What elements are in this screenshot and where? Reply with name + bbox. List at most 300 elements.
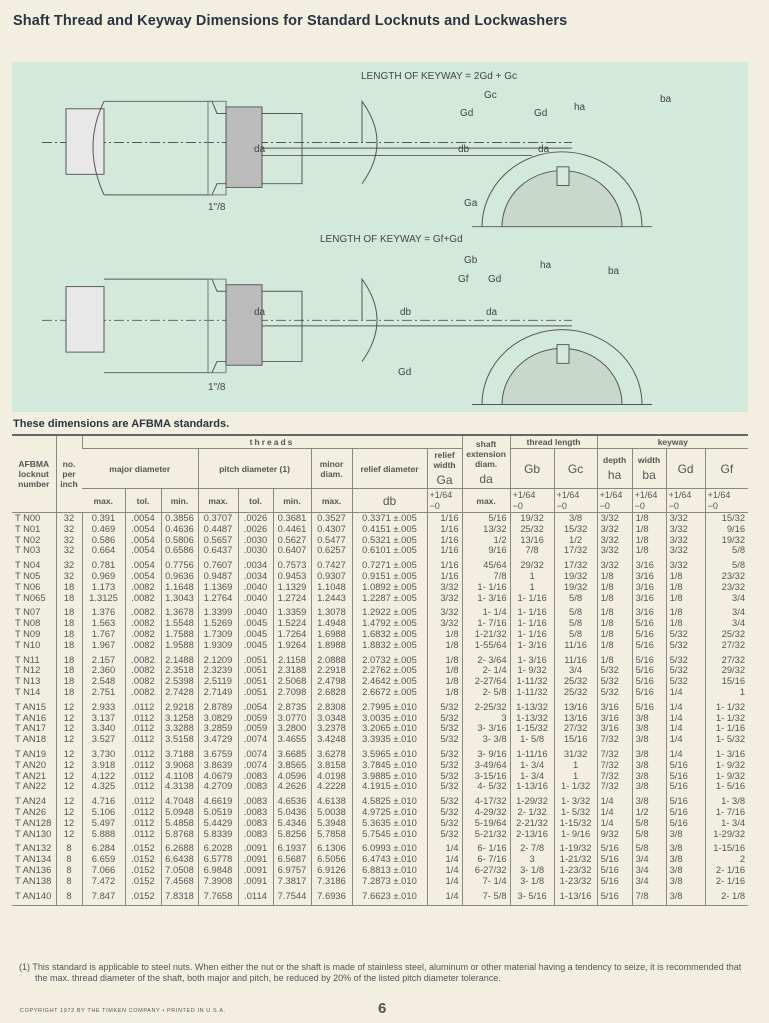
cell-gb: 1-29/32 [510,796,554,807]
cell-gf: 9/16 [705,524,748,535]
cell-minor-max: 2.8308 [311,702,352,713]
cell-major-max: 6.284 [82,843,125,854]
cell-major-min: 1.3043 [161,593,198,604]
cell-no-per-inch: 8 [56,843,82,854]
cell-relief-width: 5/32 [427,818,462,829]
table-row [12,665,748,676]
cell-gb: 1 [510,571,554,582]
cell-pitch-min: 7.3817 [273,876,311,887]
table-row [12,713,748,724]
label-gd-left: Gd [460,108,474,119]
cell-ba: 1/8 [632,545,666,556]
cell-ba: 3/4 [632,876,666,887]
table-row [12,676,748,687]
table-row [12,760,748,771]
cell-locknut: T N04 [15,560,41,571]
cell-relief-width: 5/32 [427,807,462,818]
cell-ba: 1/8 [632,524,666,535]
cell-relief-diameter: 4.9725 ±.010 [352,807,427,818]
cell-gc: 11/16 [554,655,597,666]
cell-pitch-max: 4.0679 [198,771,238,782]
cell-relief-width: 3/32 [427,593,462,604]
cell-pitch-min: 1.2724 [273,593,311,604]
cell-pitch-tol: .0040 [238,582,273,593]
cell-ba: 5/8 [632,829,666,840]
cell-major-tol: .0054 [125,545,161,556]
cell-shaft-ext: 1- 1/4 [462,607,510,618]
cell-minor-max: 0.4307 [311,524,352,535]
cell-pitch-max: 2.8789 [198,702,238,713]
cell-ba: 5/16 [632,687,666,698]
cell-relief-width: 5/32 [427,723,462,734]
cell-pitch-tol: .0034 [238,571,273,582]
col-shaft-max: max. [462,489,510,513]
cell-gf: 1- 9/32 [705,771,748,782]
cell-gf: 1 [705,687,748,698]
tol-minus: −0 [634,500,645,511]
cell-locknut: T N03 [15,545,41,556]
cell-major-min: 6.2688 [161,843,198,854]
cell-gc: 1-19/32 [554,843,597,854]
table-body [12,513,748,906]
cell-ha: 3/16 [597,702,632,713]
cell-relief-width: 5/32 [427,796,462,807]
cell-ha: 1/8 [597,640,632,651]
cell-gf: 3/4 [705,618,748,629]
cell-major-min: 3.3288 [161,723,198,734]
cell-gd: 3/32 [666,535,705,546]
cell-gd: 5/16 [666,796,705,807]
cell-gc: 13/16 [554,713,597,724]
cell-relief-width: 3/32 [427,582,462,593]
cell-gd: 5/32 [666,629,705,640]
cell-gf: 23/32 [705,571,748,582]
cell-locknut: T N11 [15,654,40,665]
tol-minus: −0 [599,500,610,511]
cell-shaft-ext: 5-19/64 [462,818,510,829]
cell-major-tol: .0082 [125,676,161,687]
cell-no-per-inch: 18 [56,618,82,629]
cell-no-per-inch: 32 [56,535,82,546]
cell-major-min: 1.5548 [161,618,198,629]
cell-pitch-tol: .0040 [238,593,273,604]
tol-gc [554,489,597,513]
cell-relief-width: 5/32 [427,702,462,713]
label-gf: Gf [458,274,469,285]
cell-pitch-min: 7.7544 [273,891,311,906]
cell-gd: 3/32 [666,524,705,535]
cell-gb: 13/16 [510,535,554,546]
cell-relief-diameter: 0.5321 ±.005 [352,535,427,546]
tol-minus: −0 [512,500,523,511]
cell-no-per-inch: 12 [56,734,82,745]
cell-pitch-min: 6.1937 [273,843,311,854]
cell-gc: 19/32 [554,571,597,582]
shaft-ext-label: shaft extension diam. [466,438,506,469]
cell-relief-width: 1/16 [427,524,462,535]
cell-pitch-tol: .0091 [238,876,273,887]
cell-major-tol: .0152 [125,843,161,854]
cell-major-tol: .0082 [125,582,161,593]
cell-major-tol: .0082 [125,593,161,604]
col-pitch-max: max. [198,489,238,513]
cell-gd: 3/8 [666,865,705,876]
cell-gf: 5/8 [705,545,748,556]
cell-major-min: 3.9068 [161,760,198,771]
cell-pitch-min: 1.7264 [273,629,311,640]
cell-locknut: T AN138 [15,875,52,886]
label-eighth-bottom: 1"/8 [208,382,226,393]
cell-gd: 3/8 [666,854,705,865]
cell-gd: 1/8 [666,582,705,593]
cell-pitch-tol: .0051 [238,676,273,687]
cell-major-max: 7.066 [82,865,125,876]
cell-major-max: 2.157 [82,655,125,666]
cell-relief-width: 5/32 [427,713,462,724]
cell-relief-diameter: 4.1915 ±.010 [352,781,427,792]
cell-relief-diameter: 6.8813 ±.010 [352,865,427,876]
col-minor-diam: minor diam. [311,449,352,489]
cell-gc: 31/32 [554,749,597,760]
cell-pitch-tol: .0114 [238,891,273,906]
cell-major-max: 5.497 [82,818,125,829]
cell-ha: 9/32 [597,829,632,840]
cell-shaft-ext: 6-27/32 [462,865,510,876]
cell-ba: 3/8 [632,713,666,724]
cell-shaft-ext: 6- 7/16 [462,854,510,865]
cell-gd: 3/32 [666,545,705,556]
cell-ba: 5/16 [632,655,666,666]
cell-no-per-inch: 12 [56,760,82,771]
cell-ha: 1/8 [597,571,632,582]
cell-gc: 1- 3/32 [554,796,597,807]
cell-major-max: 2.548 [82,676,125,687]
cell-ha: 5/32 [597,665,632,676]
cell-gd: 1/4 [666,702,705,713]
cell-major-max: 2.360 [82,665,125,676]
cell-pitch-max: 1.9309 [198,640,238,651]
table-row [12,734,748,745]
cell-gd: 1/4 [666,687,705,698]
cell-gb: 25/32 [510,524,554,535]
col-pitch-min: min. [273,489,311,513]
cell-gc: 25/32 [554,687,597,698]
cell-ba: 5/16 [632,640,666,651]
cell-relief-diameter: 6.0993 ±.010 [352,843,427,854]
cell-relief-width: 1/16 [427,560,462,571]
cell-pitch-min: 2.7098 [273,687,311,698]
cell-minor-max: 0.5477 [311,535,352,546]
cell-gf: 19/32 [705,535,748,546]
label-eighth: 1"/8 [208,202,226,213]
cell-gc: 1- 1/32 [554,781,597,792]
cell-gd: 3/32 [666,560,705,571]
cell-pitch-min: 0.9453 [273,571,311,582]
cell-no-per-inch: 18 [56,582,82,593]
cell-pitch-max: 3.2859 [198,723,238,734]
cell-relief-width: 5/32 [427,829,462,840]
cell-gf: 15/32 [705,513,748,524]
cell-gd: 5/32 [666,676,705,687]
cell-pitch-min: 0.6407 [273,545,311,556]
cell-major-tol: .0082 [125,607,161,618]
cell-pitch-max: 1.5269 [198,618,238,629]
col-pitch-diameter: pitch diameter (1) [198,449,311,489]
cell-gd: 1/4 [666,749,705,760]
cell-gc: 19/32 [554,582,597,593]
cell-ba: 3/8 [632,781,666,792]
cell-ha: 7/32 [597,781,632,792]
table-row [12,723,748,734]
cell-major-tol: .0152 [125,854,161,865]
cell-gb: 1- 1/16 [510,607,554,618]
cell-locknut: T AN15 [15,701,47,712]
cell-major-min: 3.7188 [161,749,198,760]
cell-pitch-tol: .0026 [238,513,273,524]
cell-major-min: 5.4858 [161,818,198,829]
cell-gd: 5/16 [666,818,705,829]
tol-plus: +1/64 [512,490,536,500]
cell-minor-max: 2.2918 [311,665,352,676]
cell-gd: 3/8 [666,843,705,854]
tol-plus: +1/64 [668,490,692,500]
cell-major-min: 0.4636 [161,524,198,535]
cell-pitch-max: 7.7658 [198,891,238,906]
shaft-diagram [12,62,748,412]
label-db-bottom: db [400,307,412,318]
cell-pitch-max: 3.4729 [198,734,238,745]
cell-minor-max: 1.3078 [311,607,352,618]
cell-major-max: 3.730 [82,749,125,760]
cell-ba: 3/8 [632,771,666,782]
cell-shaft-ext: 1-55/64 [462,640,510,651]
cell-pitch-tol: .0083 [238,807,273,818]
cell-locknut: T AN140 [12,891,56,906]
cell-no-per-inch: 32 [56,545,82,556]
cell-relief-diameter: 2.6672 ±.005 [352,687,427,698]
cell-pitch-tol: .0051 [238,665,273,676]
cell-ha: 1/4 [597,818,632,829]
table-row [12,571,748,582]
cell-shaft-ext: 4- 5/32 [462,781,510,792]
cell-shaft-ext: 13/32 [462,524,510,535]
cell-gc: 13/16 [554,702,597,713]
cell-ha: 3/32 [597,560,632,571]
cell-minor-max: 0.6257 [311,545,352,556]
cell-shaft-ext: 6- 1/16 [462,843,510,854]
cell-major-min: 7.0508 [161,865,198,876]
table-row [12,545,748,556]
cell-gc: 1- 9/16 [554,829,597,840]
tol-plus: +1/64 [634,490,658,500]
cell-pitch-min: 4.0596 [273,771,311,782]
table-row [12,513,748,524]
cell-major-max: 0.664 [82,545,125,556]
col-minor-max: max. [311,489,352,513]
cell-pitch-tol: .0091 [238,843,273,854]
cell-locknut: T N09 [15,628,41,639]
cell-pitch-min: 6.9757 [273,865,311,876]
cell-locknut: T N05 [15,570,41,581]
cell-gb: 3 [510,854,554,865]
cell-shaft-ext: 3- 3/8 [462,734,510,745]
sym-gf: Gf [705,449,748,489]
cell-ha: 3/32 [597,524,632,535]
cell-relief-width: 1/4 [427,865,462,876]
cell-major-max: 5.888 [82,829,125,840]
cell-ha: 7/32 [597,734,632,745]
cell-relief-diameter: 5.3635 ±.010 [352,818,427,829]
cell-minor-max: 0.7427 [311,560,352,571]
tol-gf [705,489,748,513]
cell-pitch-min: 3.8565 [273,760,311,771]
table-row [12,865,748,876]
label-da-bottom-2: da [254,307,266,318]
cell-no-per-inch: 12 [56,702,82,713]
cell-gc: 15/16 [554,734,597,745]
cell-gb: 29/32 [510,560,554,571]
cell-ha: 1/8 [597,655,632,666]
cell-gf: 2 [705,854,748,865]
cell-ba: 7/8 [632,891,666,906]
cell-major-min: 2.9218 [161,702,198,713]
table-row [12,629,748,640]
tol-plus: +1/64 [599,490,623,500]
label-db: db [458,144,470,155]
cell-major-max: 7.472 [82,876,125,887]
cell-relief-diameter: 7.2873 ±.010 [352,876,427,887]
cell-shaft-ext: 9/16 [462,545,510,556]
table-row [12,781,748,792]
cell-pitch-tol: .0030 [238,545,273,556]
cell-gf: 29/32 [705,665,748,676]
cell-gb: 1-11/32 [510,687,554,698]
cell-pitch-max: 0.4487 [198,524,238,535]
cell-pitch-tol: .0045 [238,640,273,651]
cell-gb: 1-13/32 [510,713,554,724]
cell-gb: 1-11/32 [510,676,554,687]
cell-gf: 1- 3/4 [705,818,748,829]
cell-gc: 5/8 [554,629,597,640]
table-row [12,854,748,865]
cell-major-min: 1.3678 [161,607,198,618]
cell-gb: 1-11/16 [510,749,554,760]
label-gd-bottom: Gd [488,274,502,285]
cell-shaft-ext: 2- 5/8 [462,687,510,698]
cell-gb: 1-15/32 [510,723,554,734]
cell-gc: 5/8 [554,618,597,629]
cell-ha: 1/8 [597,593,632,604]
cell-pitch-tol: .0026 [238,524,273,535]
cell-major-max: 2.933 [82,702,125,713]
cell-pitch-max: 0.3707 [198,513,238,524]
cell-major-min: 1.7588 [161,629,198,640]
table-row [12,796,748,807]
cell-no-per-inch: 32 [56,524,82,535]
table-row [12,749,748,760]
cell-relief-diameter: 1.2922 ±.005 [352,607,427,618]
col-afbma: AFBMA locknut number [12,435,56,513]
tol-ga [427,489,462,513]
cell-gd: 5/32 [666,640,705,651]
cell-pitch-tol: .0054 [238,702,273,713]
sym-da: da [479,471,493,486]
table-row [12,582,748,593]
cell-pitch-min: 2.3188 [273,665,311,676]
cell-relief-diameter: 1.6832 ±.005 [352,629,427,640]
cell-gd: 5/32 [666,665,705,676]
cell-gb: 1- 9/32 [510,665,554,676]
width-label: width [637,455,661,465]
cell-major-max: 3.527 [82,734,125,745]
cell-pitch-max: 2.5119 [198,676,238,687]
depth-label: depth [603,455,627,465]
cell-relief-width: 5/32 [427,749,462,760]
cell-gd: 5/16 [666,771,705,782]
cell-ba: 3/16 [632,582,666,593]
col-major-diameter: major diameter [82,449,198,489]
top-keyway-formula: LENGTH OF KEYWAY = 2Gd + Gc [361,71,517,82]
cell-minor-max: 2.0888 [311,655,352,666]
cell-ha: 3/32 [597,545,632,556]
table-row [12,535,748,546]
cell-gd: 1/8 [666,618,705,629]
cell-pitch-tol: .0059 [238,723,273,734]
cell-pitch-min: 2.8735 [273,702,311,713]
sym-db: db [352,489,427,513]
cell-pitch-tol: .0034 [238,560,273,571]
cell-pitch-max: 0.5657 [198,535,238,546]
cell-gb: 2-13/16 [510,829,554,840]
cell-relief-width: 1/16 [427,571,462,582]
col-depth [597,449,632,489]
cell-relief-width: 3/32 [427,618,462,629]
cell-shaft-ext: 2- 1/4 [462,665,510,676]
cell-ha: 1/8 [597,618,632,629]
cell-relief-diameter: 3.3935 ±.010 [352,734,427,745]
cell-gd: 1/8 [666,571,705,582]
cell-shaft-ext: 4-17/32 [462,796,510,807]
cell-pitch-max: 1.2764 [198,593,238,604]
tol-gd [666,489,705,513]
cell-major-max: 0.586 [82,535,125,546]
cell-pitch-tol: .0045 [238,618,273,629]
cell-major-max: 2.751 [82,687,125,698]
cell-relief-diameter: 2.2762 ±.005 [352,665,427,676]
cell-minor-max: 0.9307 [311,571,352,582]
cell-major-min: 2.1488 [161,655,198,666]
cell-major-max: 1.376 [82,607,125,618]
cell-relief-diameter: 4.5825 ±.010 [352,796,427,807]
sym-ha: ha [607,468,622,482]
cell-gb: 3- 1/8 [510,865,554,876]
cell-pitch-max: 5.8339 [198,829,238,840]
cell-pitch-min: 5.4346 [273,818,311,829]
cell-ba: 3/8 [632,723,666,734]
cell-gd: 3/8 [666,876,705,887]
cell-pitch-tol: .0051 [238,655,273,666]
cell-shaft-ext: 3- 9/16 [462,749,510,760]
cell-shaft-ext: 1- 1/16 [462,582,510,593]
cell-pitch-tol: .0030 [238,535,273,546]
cell-shaft-ext: 2- 3/64 [462,655,510,666]
cell-minor-max: 3.4248 [311,734,352,745]
cell-relief-width: 5/32 [427,781,462,792]
cell-gc: 11/16 [554,640,597,651]
cell-shaft-ext: 5-21/32 [462,829,510,840]
cell-no-per-inch: 12 [56,781,82,792]
cell-minor-max: 3.0348 [311,713,352,724]
